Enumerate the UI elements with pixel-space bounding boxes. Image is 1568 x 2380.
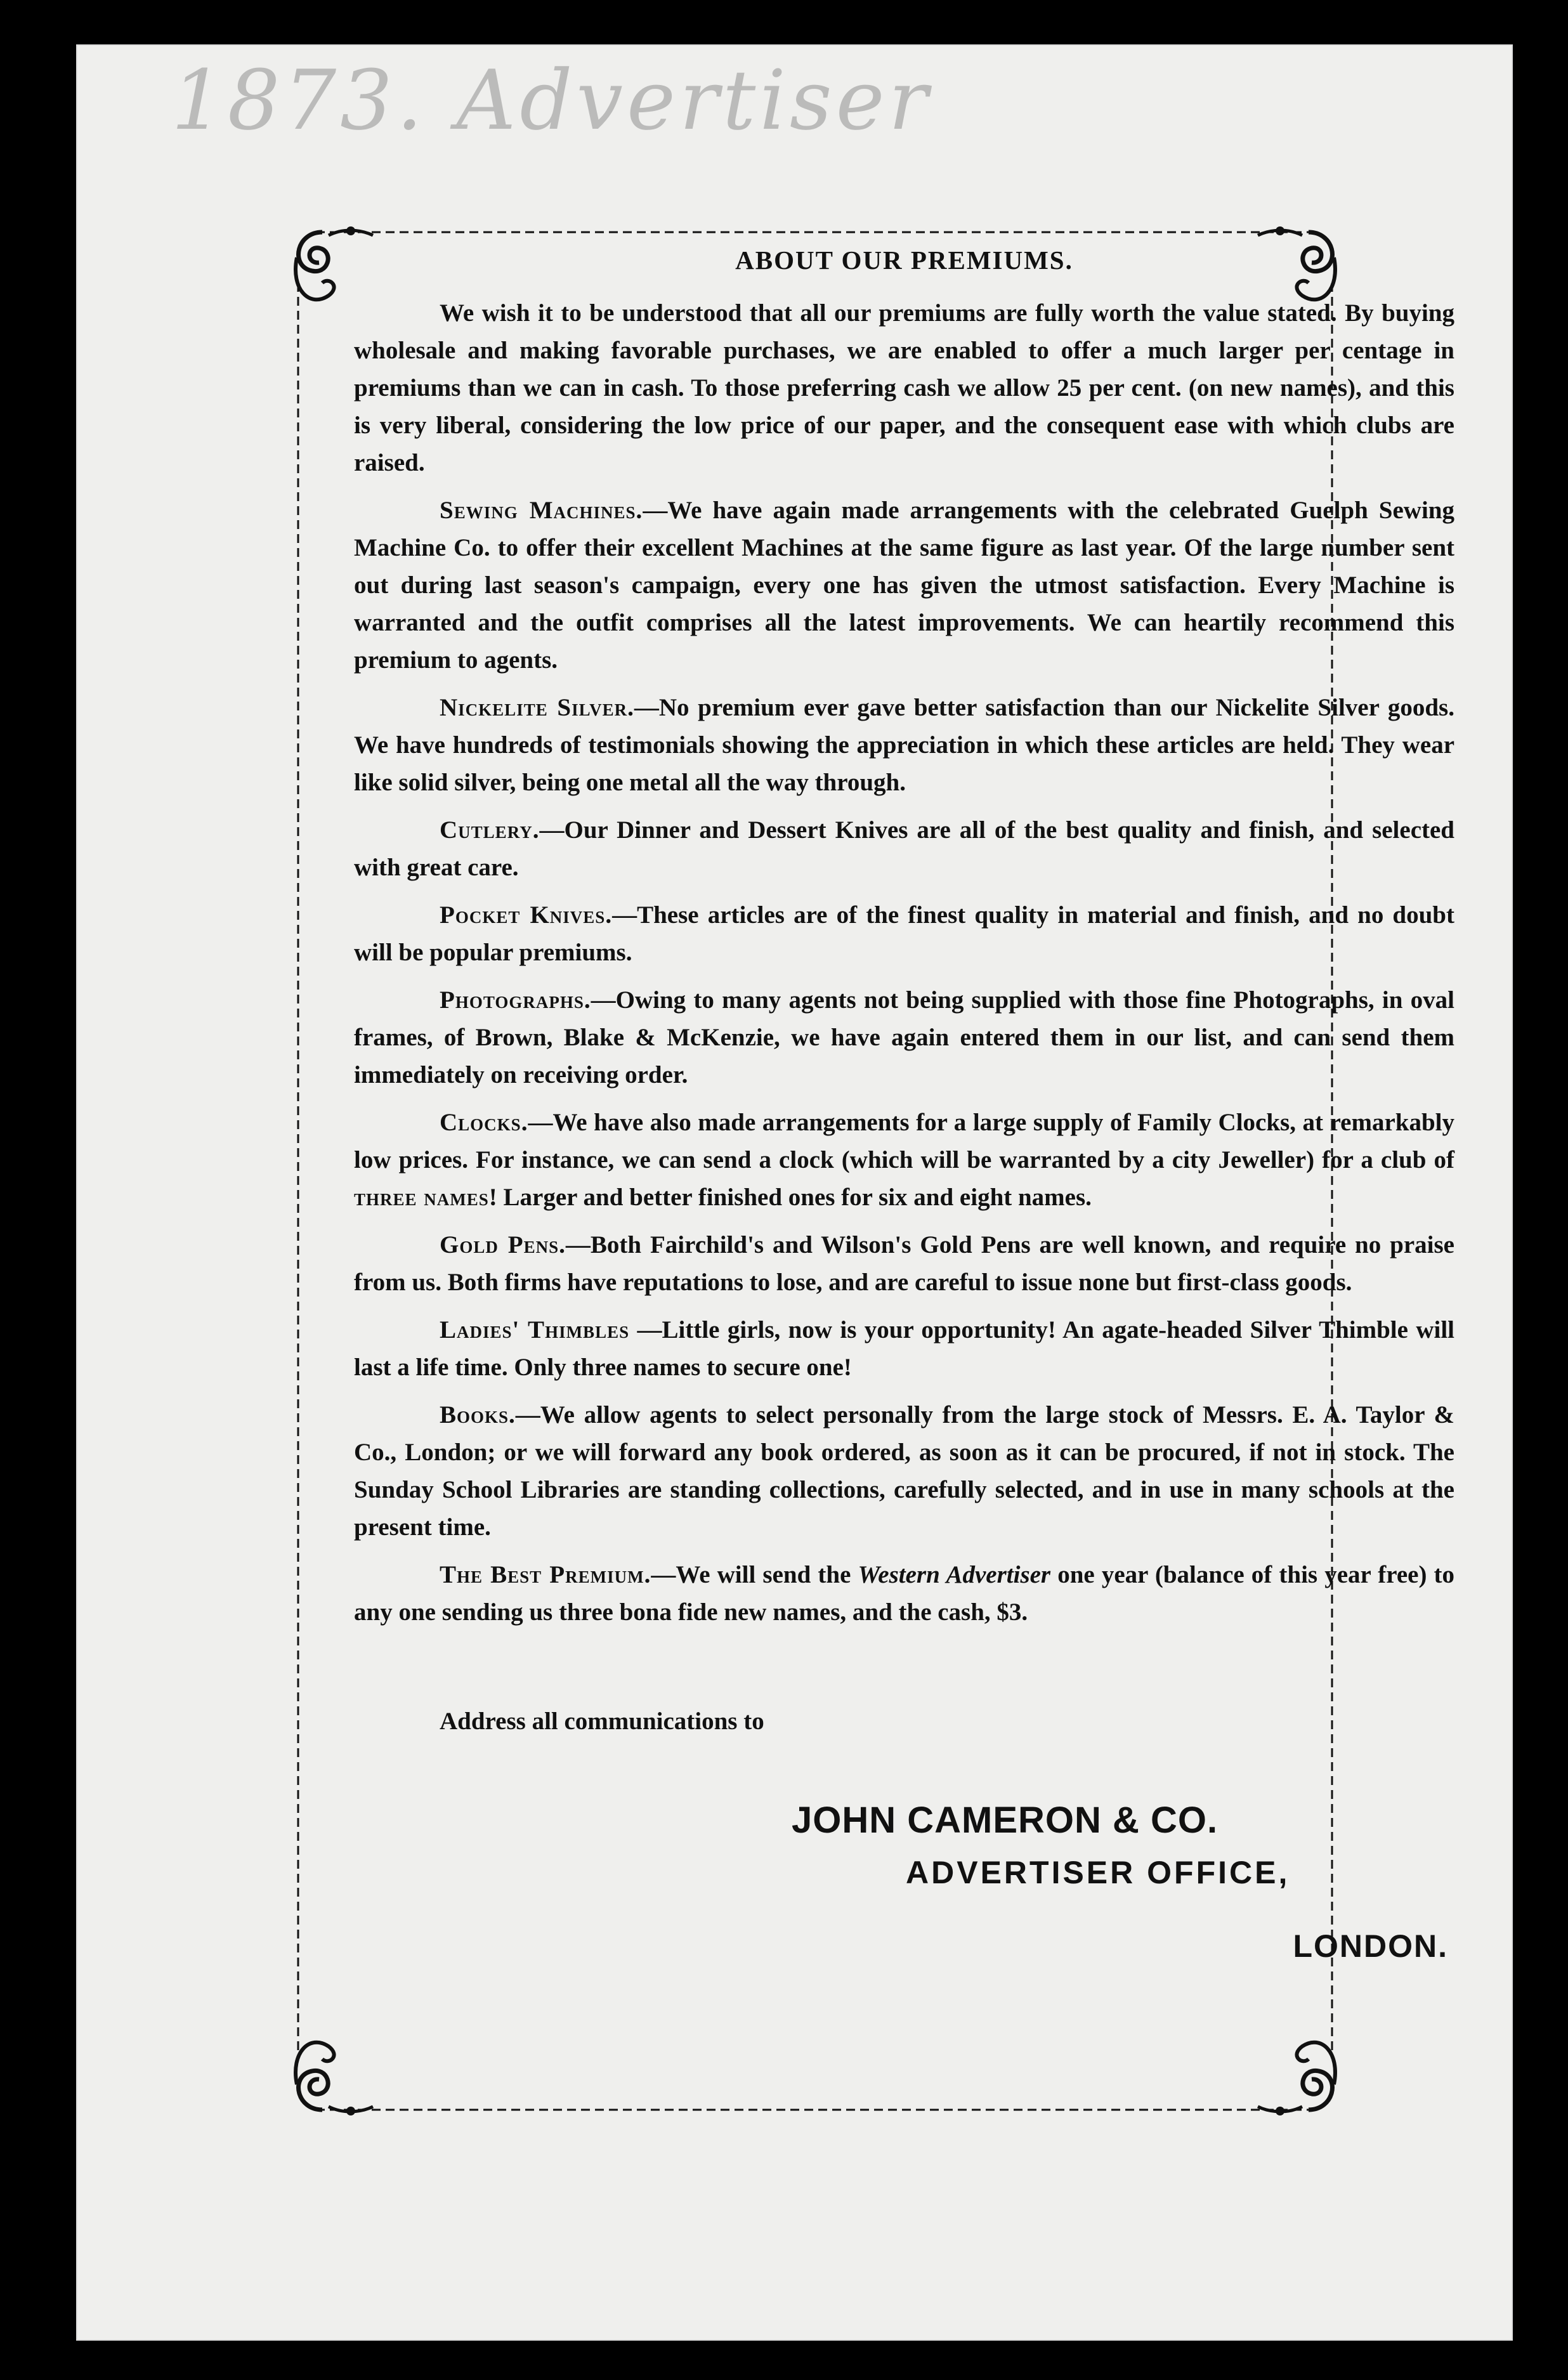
paragraph-ladies-thimbles xyxy=(354,1311,1454,1386)
paragraph-text: ! Larger and better finished ones for six and eight names. xyxy=(488,1184,1092,1211)
intro-paragraph: We wish it to be understood that all our premiums are fully worth the value stated. By buying wholesale and making favorable purchases, we are enabled to offer a much larger per centage in premiums than we can in cash. To those preferring cash we allow 25 per cent. (on new names), and this is very liberal, considering the low price of our paper, and the consequent ease with which clubs are raised. xyxy=(354,299,1454,476)
paragraph-lead: Gold Pens. xyxy=(440,1231,566,1259)
paragraph-text: —We allow agents to select personally from the large stock of Messrs. E. A. Taylor & Co., London; or we will forward any book ordered, as soon as it can be procured, if not in stock. The Sunday School Libraries are standing collections, carefully selected, and in use in many schools at the present time. xyxy=(354,1401,1454,1541)
city-name: LONDON. xyxy=(1293,1928,1448,1964)
paragraph-text: —Both Fairchild's and Wilson's Gold Pens are well known, and require no praise from us. Both firms have reputations to lose, and are careful to issue none but first-class goods. xyxy=(354,1231,1454,1296)
paragraph-photographs xyxy=(354,981,1454,1094)
paragraph-text: —We have also made arrangements for a large supply of Family Clocks, at remarkably low prices. For instance, we can send a clock (which will be warranted by a city Jeweller) for a club of xyxy=(354,1109,1454,1174)
paragraph-text: —We have again made arrangements with the celebrated Guelph Sewing Machine Co. to offer their excellent Machines at the same figure as last year. Of the large number sent out during last season's campaign, every one has given the utmost satisfaction. Every Machine is warranted and the outfit comprises all the latest improvements. We can heartily recommend this premium to agents. xyxy=(354,497,1454,674)
emphasis-text: three names xyxy=(354,1184,489,1211)
paragraph-text: —Little girls, now is your opportunity! An agate-headed Silver Thimble will last a life time. Only three names to secure one! xyxy=(354,1316,1454,1381)
paragraph-lead: Photographs. xyxy=(440,986,591,1014)
paragraph-text: —Owing to many agents not being supplied with those fine Photographs, in oval frames, of Brown, Blake & McKenzie, we have again entered them in our list, and can send them immediately on receiving order. xyxy=(354,986,1454,1089)
paragraph-cutlery xyxy=(354,811,1454,886)
paragraph-books xyxy=(354,1396,1454,1546)
paragraph-lead: Pocket Knives. xyxy=(440,901,613,929)
paragraph-lead: Books. xyxy=(440,1401,516,1429)
ornamental-frame xyxy=(221,188,1455,2154)
paragraph-text: one year (balance of this year free) to any one sending us three bona fide new names, and the cash, $3. xyxy=(354,1561,1455,1626)
paragraph-text: —We will send the xyxy=(651,1561,851,1588)
paragraph-sewing-machines xyxy=(354,492,1454,679)
paragraph-text: —These articles are of the finest quality in material and finish, and no doubt will be popular premiums. xyxy=(354,901,1454,966)
address-line: Address all communications to xyxy=(440,1708,764,1735)
paragraph-gold-pens xyxy=(354,1226,1454,1301)
corner-ornament-bottom-right xyxy=(1251,2027,1347,2122)
paragraph-lead: Nickelite Silver. xyxy=(440,694,634,721)
paragraph-pocket-knives xyxy=(354,896,1454,971)
paragraph-best-premium xyxy=(354,1556,1454,1631)
paragraph-lead: Ladies' Thimbles xyxy=(440,1316,630,1344)
document-page xyxy=(76,44,1513,2341)
paragraph-text: —Our Dinner and Dessert Knives are all of the best quality and finish, and selected with great care. xyxy=(354,816,1454,881)
handwritten-annotation: 1873. Advertiser xyxy=(171,52,932,148)
document-content xyxy=(354,245,1454,1965)
newspaper-title: Western Advertiser xyxy=(858,1561,1051,1588)
paragraph-clocks xyxy=(354,1104,1454,1216)
paragraph-text: —No premium ever gave better satisfaction than our Nickelite Silver goods. We have hundreds of testimonials showing the appreciation in which these articles are held. They wear like solid silver, being one metal all the way through. xyxy=(354,694,1454,796)
paragraph-lead: The Best Premium. xyxy=(440,1561,651,1588)
firm-name: JOHN CAMERON & CO. xyxy=(792,1800,1218,1841)
page-title: ABOUT OUR PREMIUMS. xyxy=(735,245,1073,275)
paragraph-nickelite-silver xyxy=(354,689,1454,801)
paragraph-lead: Clocks. xyxy=(440,1109,528,1136)
corner-ornament-bottom-left xyxy=(284,2027,379,2122)
office-name: ADVERTISER OFFICE, xyxy=(906,1855,1290,1890)
paragraph-lead: Sewing Machines. xyxy=(440,497,643,524)
paragraph-lead: Cutlery. xyxy=(440,816,540,844)
